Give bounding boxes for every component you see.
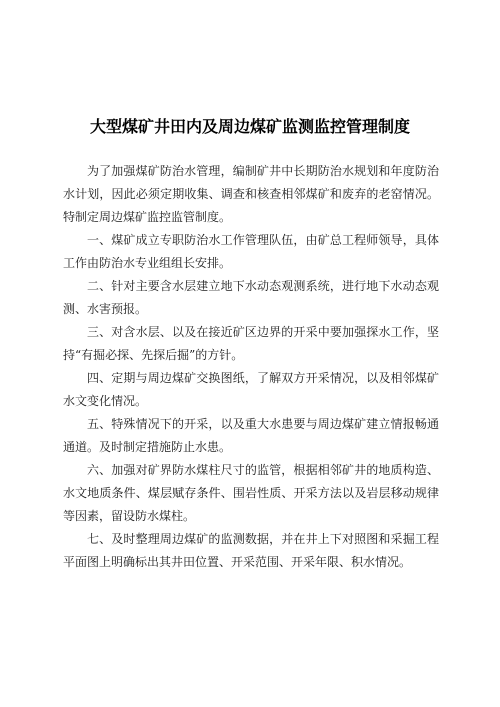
- document-title: 大型煤矿井田内及周边煤矿监测监控管理制度: [89, 117, 410, 136]
- paragraph-item-7: 七、及时整理周边煤矿的监测数据，并在井上下对照图和采掘工程平面图上明确标出其井田位置、开采范围、开采年限、积水情况。: [63, 532, 439, 569]
- paragraph-item-4: 四、定期与周边煤矿交换图纸，了解双方开采情况，以及相邻煤矿水文变化情况。: [63, 371, 439, 408]
- document-body: [63, 160, 439, 574]
- paragraph-item-3: 三、对含水层、以及在接近矿区边界的开采中要加强探水工作，坚持“有掘必探、先探后掘”的方针。: [63, 325, 439, 362]
- paragraph-item-2: 二、针对主要含水层建立地下水动态观测系统，进行地下水动态观测、水害预报。: [63, 279, 439, 316]
- paragraph-intro: 为了加强煤矿防治水管理，编制矿井中长期防治水规划和年度防治水计划，因此必须定期收集、调查和核查相邻煤矿和废弃的老窑情况。特制定周边煤矿监控监管制度。: [63, 164, 439, 224]
- paragraph-item-1: 一、煤矿成立专职防治水工作管理队伍，由矿总工程师领导，具体工作由防治水专业组组长安排。: [63, 233, 439, 270]
- paragraph-item-5: 五、特殊情况下的开采，以及重大水患要与周边煤矿建立情报畅通通道。及时制定措施防止水患。: [63, 417, 439, 454]
- paragraph-item-6: 六、加强对矿界防水煤柱尺寸的监管，根据相邻矿井的地质构造、水文地质条件、煤层赋存条件、围岩性质、开采方法以及岩层移动规律等因素，留设防水煤柱。: [63, 463, 439, 523]
